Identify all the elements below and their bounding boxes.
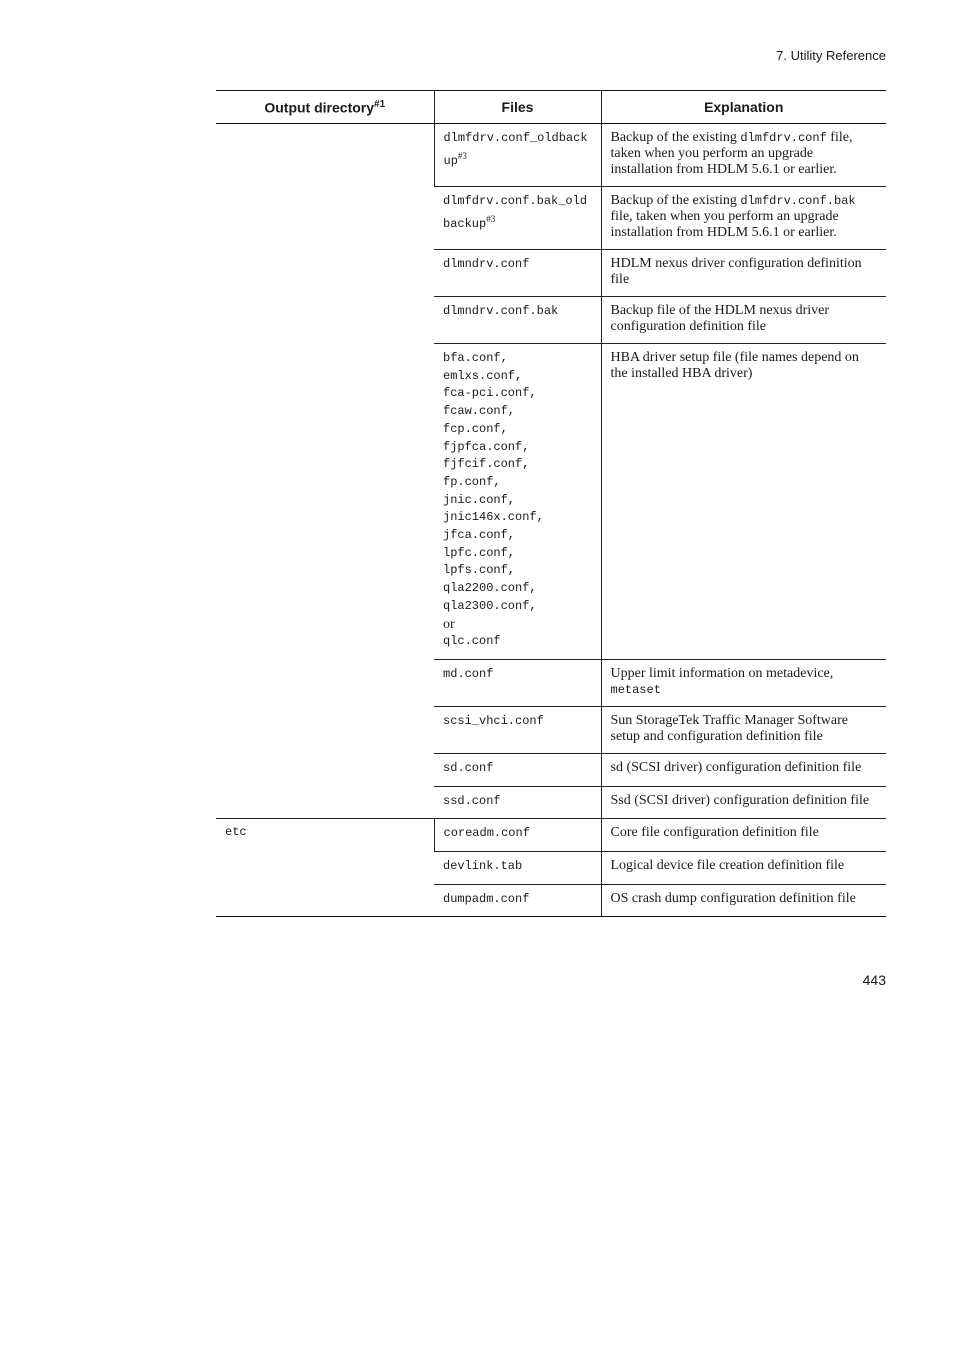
- explanation-cell: Upper limit information on metadevice, metaset: [601, 659, 886, 706]
- explanation-cell: Logical device file creation definition file: [601, 852, 886, 885]
- file-cell: dumpadm.conf: [434, 884, 601, 917]
- explanation-cell: Backup of the existing dlmfdrv.conf.bak file, taken when you perform an upgrade installation from HDLM 5.6.1 or earlier.: [601, 187, 886, 250]
- explanation-cell: Backup file of the HDLM nexus driver configuration definition file: [601, 297, 886, 344]
- hba-file-list-cell: [434, 344, 601, 660]
- file-name: fjfcif.conf,: [443, 457, 530, 472]
- file-name: jnic.conf,: [443, 492, 516, 507]
- explanation-cell: Backup of the existing dlmfdrv.conf file, taken when you perform an upgrade installation from HDLM 5.6.1 or earlier.: [601, 124, 886, 187]
- file-name: fcaw.conf,: [443, 404, 516, 419]
- explanation-cell: Core file configuration definition file: [601, 819, 886, 852]
- or-conjunction: or: [443, 616, 455, 632]
- file-name: lpfc.conf,: [443, 545, 516, 560]
- file-cell: ssd.conf: [434, 786, 601, 819]
- file-cell: dlmndrv.conf: [434, 250, 601, 297]
- file-name: qla2200.conf,: [443, 581, 537, 596]
- table-header-row: [216, 91, 886, 124]
- file-cell: dlmfdrv.conf.bak_oldbackup$^{\#3}$: [434, 187, 601, 250]
- col-header-files: Files: [434, 91, 601, 124]
- running-header: 7. Utility Reference: [776, 48, 886, 63]
- table-row: [216, 124, 886, 187]
- file-name: fp.conf,: [443, 474, 501, 489]
- file-cell: devlink.tab: [434, 852, 601, 885]
- explanation-cell: Sun StorageTek Traffic Manager Software setup and configuration definition file: [601, 706, 886, 753]
- file-name: qla2300.conf,: [443, 598, 537, 613]
- file-cell: md.conf: [434, 659, 601, 706]
- file-cell: sd.conf: [434, 753, 601, 786]
- file-name: bfa.conf,: [443, 351, 508, 365]
- file-name: fjpfca.conf,: [443, 439, 530, 454]
- file-name: fcp.conf,: [443, 421, 508, 436]
- file-name: fca-pci.conf,: [443, 386, 537, 401]
- explanation-cell: HBA driver setup file (file names depend on the installed HBA driver): [601, 344, 886, 660]
- explanation-cell: OS crash dump configuration definition file: [601, 884, 886, 917]
- col-header-explanation: Explanation: [601, 91, 886, 124]
- file-name: emlxs.conf,: [443, 368, 523, 383]
- explanation-cell: Ssd (SCSI driver) configuration definition file: [601, 786, 886, 819]
- col-header-output-directory: Output directory$^{\#1}$: [216, 91, 434, 124]
- page-number: 443: [862, 972, 886, 988]
- file-cell: scsi_vhci.conf: [434, 706, 601, 753]
- file-name: jfca.conf,: [443, 528, 516, 543]
- table-row: [216, 819, 886, 852]
- file-name: jnic146x.conf,: [443, 510, 544, 525]
- file-cell: dlmndrv.conf.bak: [434, 297, 601, 344]
- utility-files-table: [216, 90, 886, 917]
- file-cell: dlmfdrv.conf_oldbackup$^{\#3}$: [434, 124, 601, 187]
- file-name: qlc.conf: [443, 634, 501, 649]
- output-directory-etc: etc: [216, 819, 434, 917]
- file-cell: coreadm.conf: [434, 819, 601, 852]
- file-name: lpfs.conf,: [443, 563, 516, 578]
- explanation-cell: sd (SCSI driver) configuration definition file: [601, 753, 886, 786]
- output-directory-cell: [216, 124, 434, 819]
- explanation-cell: HDLM nexus driver configuration definition file: [601, 250, 886, 297]
